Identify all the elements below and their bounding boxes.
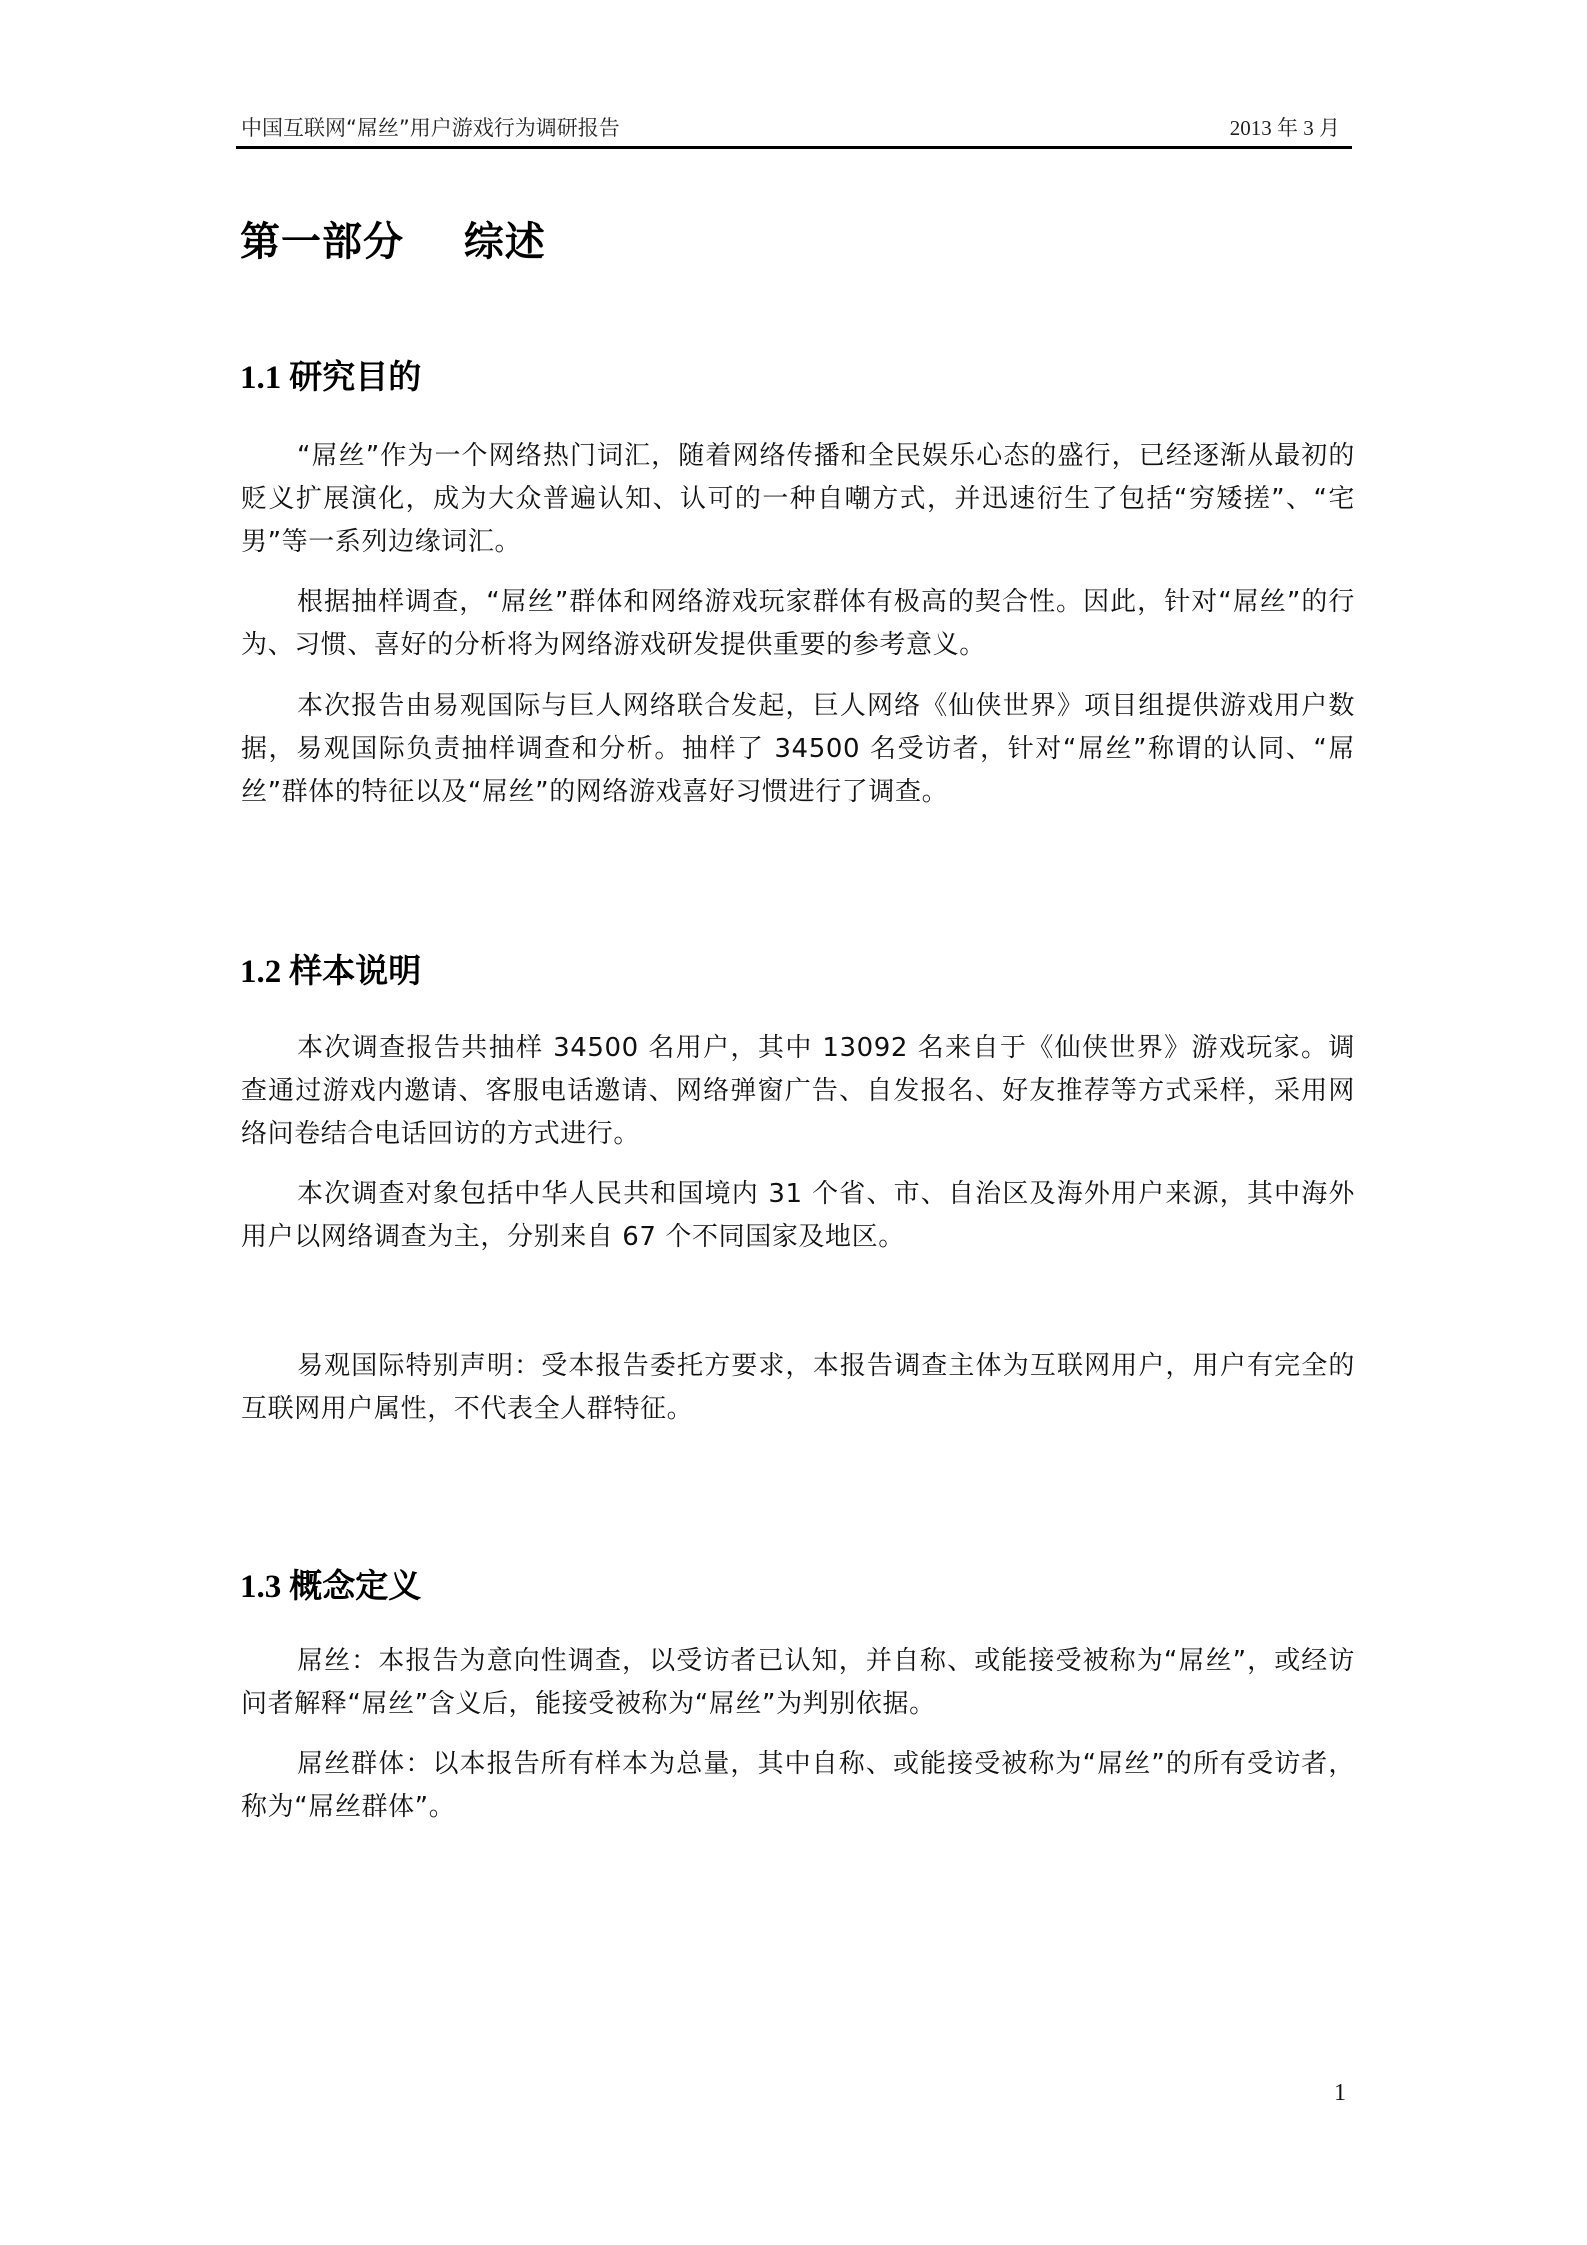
paragraph-sample-2: 本次调查对象包括中华人民共和国境内 31 个省、市、自治区及海外用户来源，其中海外用户以网络调查为主，分别来自 67 个不同国家及地区。 [241,1179,1355,1252]
section-number: 1.3 [240,1569,282,1605]
paragraph-disclaimer: 易观国际特别声明：受本报告委托方要求，本报告调查主体为互联网用户，用户有完全的互联网用户属性，不代表全人群特征。 [241,1351,1355,1424]
part-title: 第一部分 综述 [240,219,546,265]
report-title-header: 中国互联网“屌丝”用户游戏行为调研报告 [241,116,620,140]
paragraph-purpose-1: “屌丝”作为一个网络热门词汇，随着网络传播和全民娱乐心态的盛行，已经逐渐从最初的贬义扩展演化，成为大众普遍认知、认可的一种自嘲方式，并迅速衍生了包括“穷矮搓”、“宅男”等一系列边缘词汇。 [241,441,1355,557]
report-date-header: 2013 年 3 月 [1229,116,1340,140]
section-title: 概念定义 [289,1566,422,1605]
section-title: 样本说明 [289,951,422,990]
section-heading-1-3 [240,1565,421,1608]
paragraph-definition-2: 屌丝群体：以本报告所有样本为总量，其中自称、或能接受被称为“屌丝”的所有受访者，称为“屌丝群体”。 [241,1749,1355,1822]
paragraph-definition-1: 屌丝：本报告为意向性调查，以受访者已认知，并自称、或能接受被称为“屌丝”，或经访问者解释“屌丝”含义后，能接受被称为“屌丝”为判别依据。 [241,1646,1355,1719]
section-heading-1-1 [240,356,421,399]
paragraph-purpose-2: 根据抽样调查，“屌丝”群体和网络游戏玩家群体有极高的契合性。因此，针对“屌丝”的行为、习惯、喜好的分析将为网络游戏研发提供重要的参考意义。 [241,587,1355,660]
paragraph-purpose-3: 本次报告由易观国际与巨人网络联合发起，巨人网络《仙侠世界》项目组提供游戏用户数据，易观国际负责抽样调查和分析。抽样了 34500 名受访者，针对“屌丝”称谓的认同、“屌丝”群体的特征以及“屌丝”的网络游戏喜好习惯进行了调查。 [241,691,1355,807]
section-number: 1.2 [240,954,282,990]
paragraph-sample-1: 本次调查报告共抽样 34500 名用户，其中 13092 名来自于《仙侠世界》游戏玩家。调查通过游戏内邀请、客服电话邀请、网络弹窗广告、自发报名、好友推荐等方式采样，采用网络问卷结合电话回访的方式进行。 [241,1033,1355,1149]
page-header [236,112,1352,149]
section-title: 研究目的 [289,357,422,396]
section-number: 1.1 [240,360,282,396]
section-heading-1-2 [240,950,421,993]
page-number: 1 [1334,2080,1346,2106]
